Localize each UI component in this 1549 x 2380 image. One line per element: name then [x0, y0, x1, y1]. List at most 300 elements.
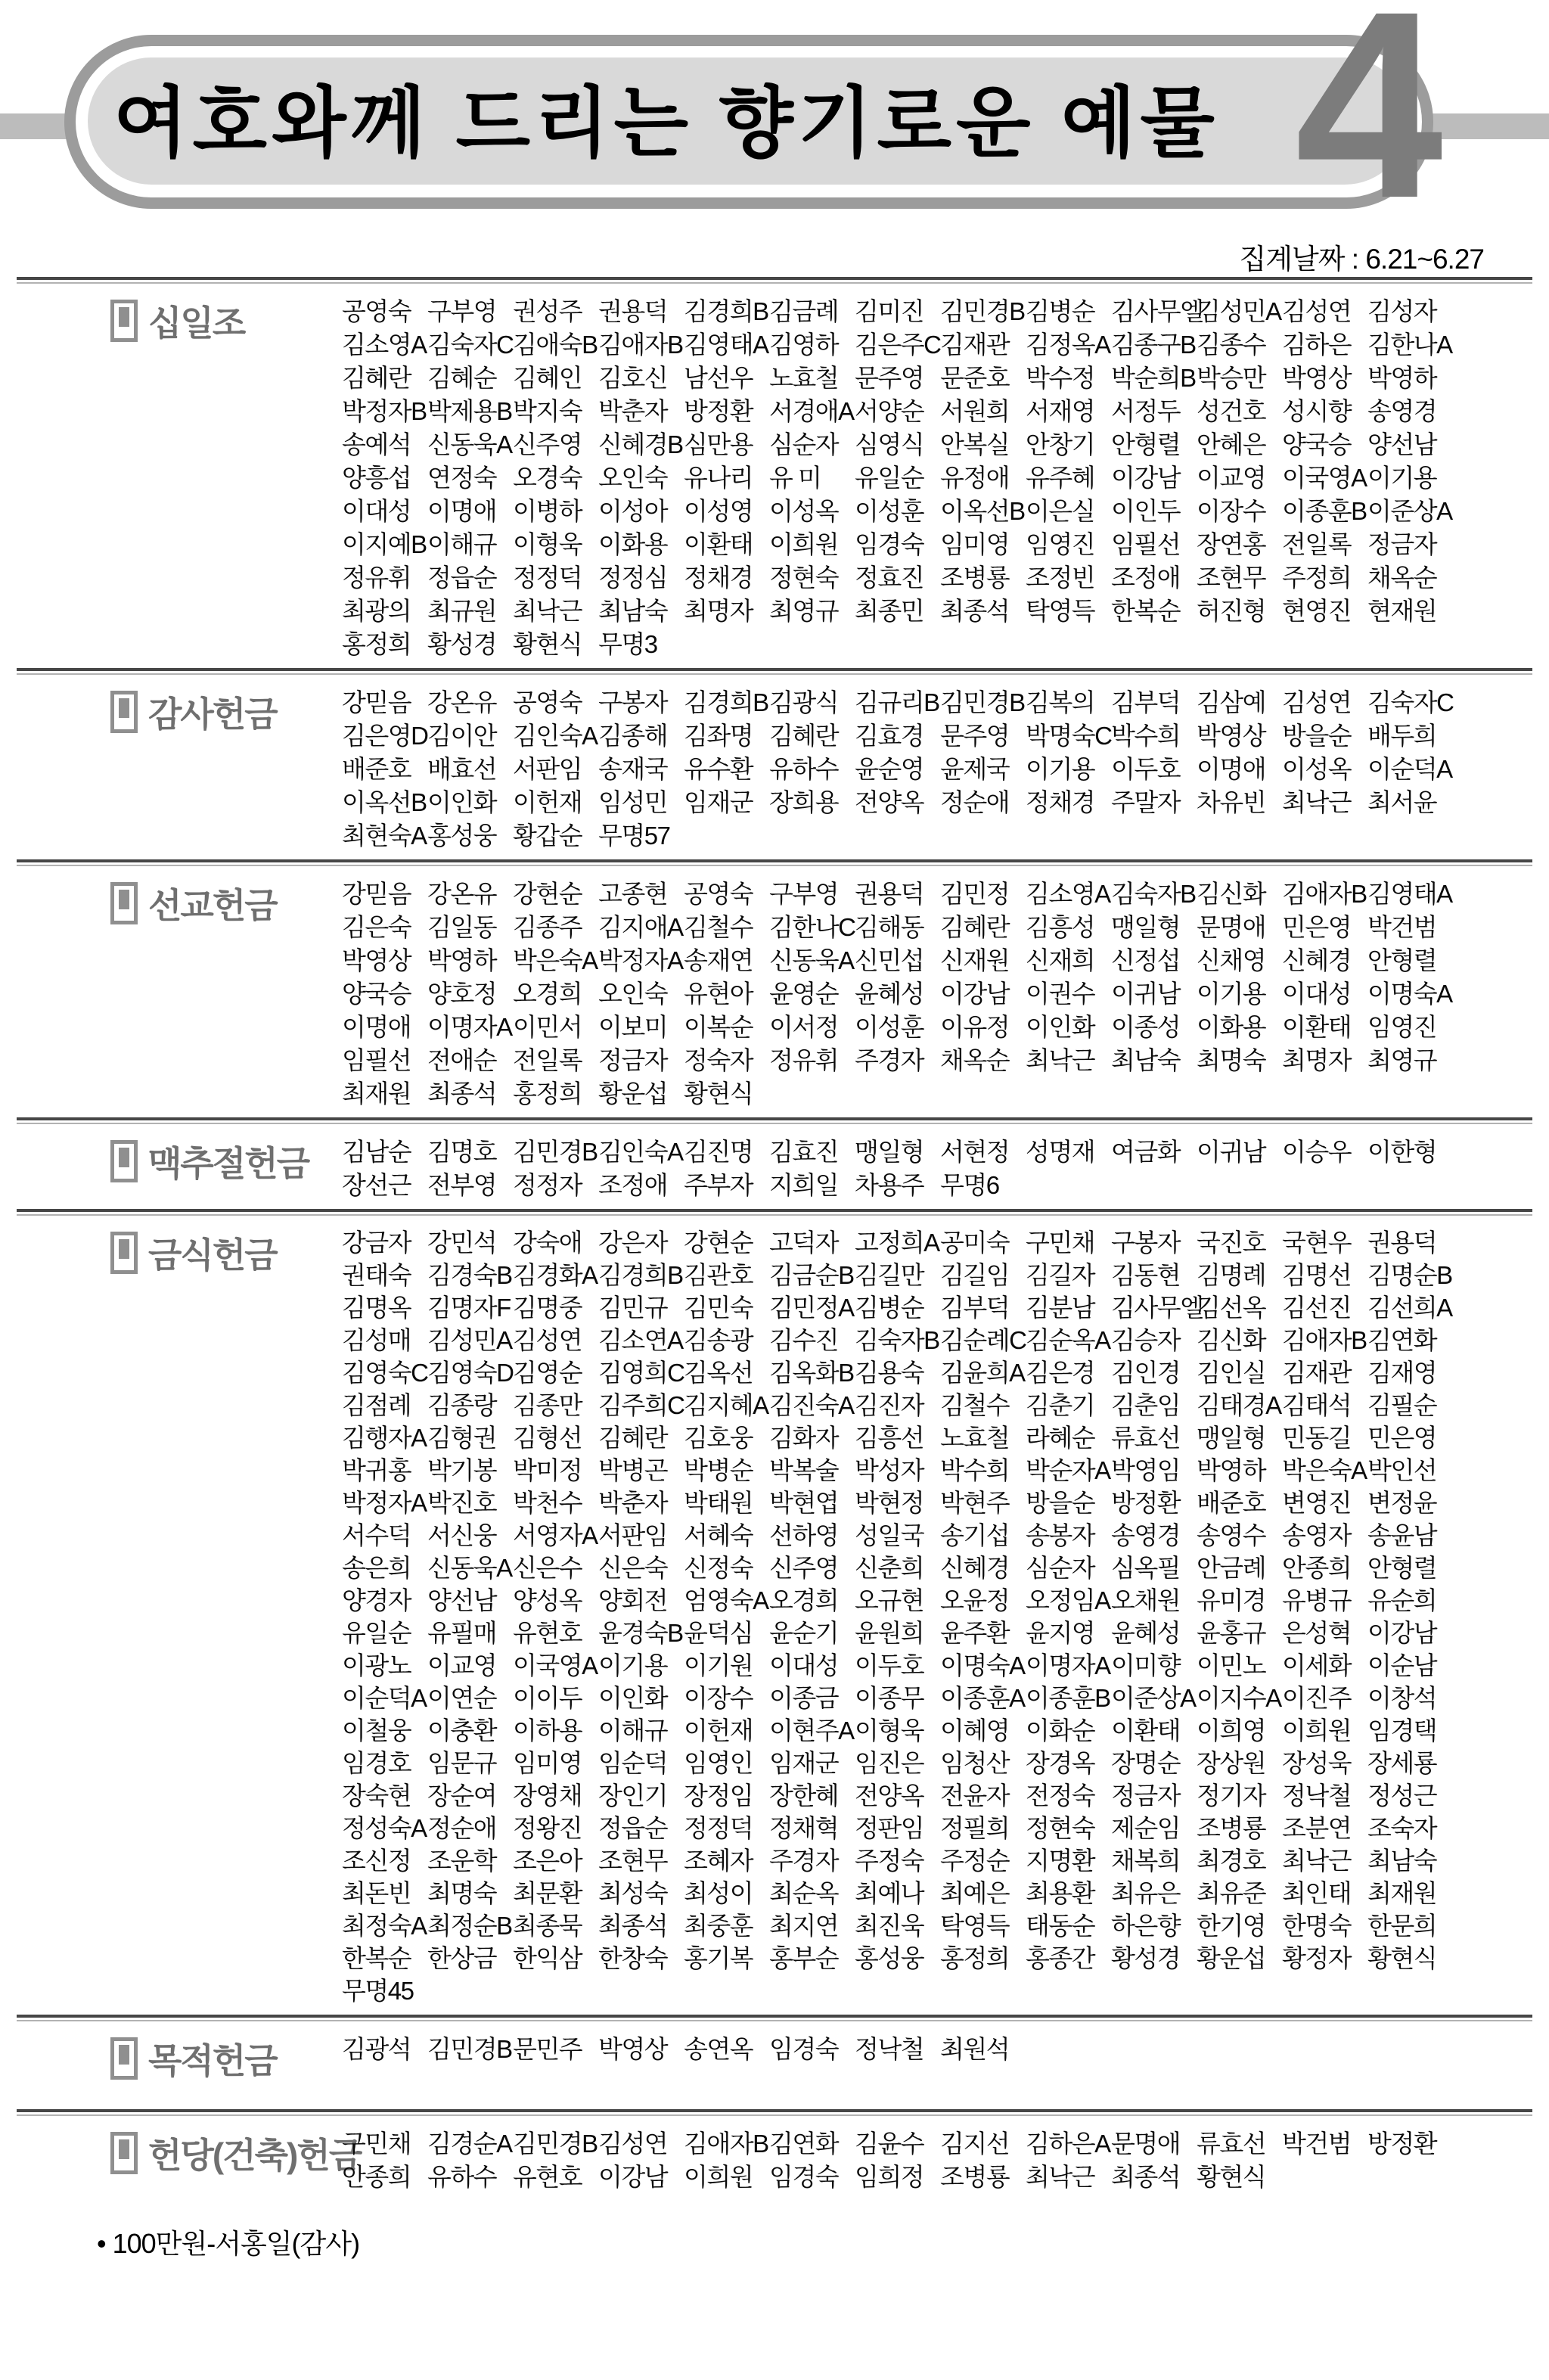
donor-name: 김영숙D: [427, 1359, 514, 1387]
donor-name: 신재원: [940, 946, 1010, 974]
donor-name: 이진주: [1282, 1684, 1352, 1712]
donor-name: 김애자B: [1282, 1326, 1367, 1354]
section-marker-icon: [110, 2037, 138, 2080]
donor-name: 강현순: [513, 879, 582, 908]
donor-name: 이대성: [769, 1651, 839, 1679]
donor-name: 황정자: [1282, 1944, 1352, 1972]
section-header: [0, 296, 342, 346]
donor-name-grid: [342, 877, 1549, 1110]
donor-name: 강금자: [342, 1229, 411, 1257]
donor-name: 한명숙: [1282, 1912, 1352, 1940]
donor-name: 임재군: [769, 1749, 839, 1777]
donor-name: 양국승: [1282, 430, 1352, 458]
donor-name: 윤원희: [855, 1619, 924, 1647]
donor-name: 김진자: [855, 1391, 924, 1419]
donor-name: 이귀남: [1111, 979, 1181, 1008]
donor-name: 임희정: [855, 2162, 924, 2191]
section-header: [0, 2128, 362, 2178]
donor-name: 오경숙: [513, 463, 582, 492]
section-divider-rule: [17, 277, 1532, 284]
donor-name: 이형욱: [855, 1717, 924, 1745]
donor-name: 신춘희: [855, 1554, 924, 1582]
donor-name: 최낙근: [1026, 1046, 1095, 1074]
donor-name: 전윤자: [940, 1782, 1010, 1810]
donor-name: 정정자: [513, 1170, 582, 1199]
donor-name: 최유준: [1197, 1879, 1266, 1907]
donor-name: 김성연: [1282, 688, 1352, 716]
donor-name: 황성경: [1111, 1944, 1181, 1972]
donor-name: 하은향: [1111, 1912, 1181, 1940]
donor-name: 맹일형: [1111, 912, 1181, 941]
donor-name: 이순덕A: [1367, 754, 1452, 783]
donor-name: 최광의: [342, 596, 411, 625]
donor-name: 오인숙: [598, 463, 668, 492]
donor-name: 박건범: [1282, 2129, 1352, 2158]
donor-name: 장성욱: [1282, 1749, 1352, 1777]
donor-name: 이기용: [1367, 463, 1437, 492]
donor-name: 은성혁: [1282, 1619, 1352, 1647]
section-label: 맥추절헌금: [148, 1144, 309, 1183]
section-marker-icon: [110, 1232, 138, 1274]
donor-name: 김정옥A: [1026, 330, 1110, 359]
donor-name: 김효경: [855, 721, 924, 750]
donor-name: 무명3: [598, 629, 657, 658]
donor-name: 무명45: [342, 1977, 414, 2005]
donor-name: 공영숙: [342, 297, 411, 325]
donor-name: 류효선: [1197, 2129, 1266, 2158]
donor-name: 김선옥: [1197, 1294, 1266, 1322]
donor-name: 김영희C: [598, 1359, 684, 1387]
donor-name: 박은숙A: [1282, 1456, 1367, 1484]
donor-name: 문명애: [1197, 912, 1266, 941]
donor-name: 이명애: [342, 1012, 411, 1041]
donor-name: 최진욱: [855, 1912, 924, 1940]
donor-name: 최성이: [684, 1879, 753, 1907]
section-divider-rule: [17, 1117, 1532, 1124]
donor-name-grid: [342, 1226, 1549, 2007]
donor-name: 윤혜성: [855, 979, 924, 1008]
donor-name: 김인숙A: [513, 721, 598, 750]
donor-name: 성건호: [1197, 396, 1266, 425]
donor-name: 임영인: [684, 1749, 753, 1777]
donor-name: 이종훈B: [1026, 1684, 1110, 1712]
donor-name: 민은영: [1367, 1424, 1437, 1452]
donor-name: 방정환: [1367, 2129, 1437, 2158]
donor-name: 권용덕: [855, 879, 924, 908]
donor-name: 신혜경: [1282, 946, 1352, 974]
donor-name: 한복순: [342, 1944, 411, 1972]
donor-name: 김은숙: [342, 912, 411, 941]
donor-name: 김민경B: [513, 1137, 598, 1166]
donor-name-grid: [342, 685, 1549, 852]
donor-name: 무명57: [598, 821, 670, 850]
donor-name: 전일록: [1282, 530, 1352, 558]
donor-name: 공영숙: [513, 688, 582, 716]
donor-name: 정읍순: [427, 563, 497, 592]
donor-name: 노효철: [769, 363, 839, 392]
donor-name: 전일록: [513, 1046, 582, 1074]
donor-name: 이교영: [1197, 463, 1266, 492]
donor-name: 정성숙A: [342, 1814, 427, 1842]
donor-name: 정금자: [598, 1046, 668, 1074]
donor-name: 안혜은: [1197, 430, 1266, 458]
donor-name: 김점례: [342, 1391, 411, 1419]
donor-name: 김인경: [1111, 1359, 1181, 1387]
donor-name: 윤영순: [769, 979, 839, 1008]
donor-name: 심순자: [1026, 1554, 1095, 1582]
donor-name: 김태석: [1282, 1391, 1352, 1419]
donor-name: 최남숙: [1367, 1847, 1437, 1875]
donor-name: 김은경: [1026, 1359, 1095, 1387]
donor-name: 유정애: [940, 463, 1010, 492]
donor-name: 김수진: [769, 1326, 839, 1354]
donor-name: 최종석: [427, 1079, 497, 1108]
donor-name: 이형욱: [513, 530, 582, 558]
donor-name: 박복술: [769, 1456, 839, 1484]
donor-name: 김소연A: [598, 1326, 683, 1354]
donor-name: 박영하: [1367, 363, 1437, 392]
offering-section-4: [0, 1209, 1549, 2015]
donor-name: 홍성웅: [427, 821, 497, 850]
donor-name: 김일동: [427, 912, 497, 941]
offering-section-1: [0, 668, 1549, 859]
donor-name: 윤주환: [940, 1619, 1010, 1647]
donor-name: 이대성: [342, 496, 411, 525]
donor-name: 배두희: [1367, 721, 1437, 750]
donor-name: 박수정: [1026, 363, 1095, 392]
donor-name: 정정심: [598, 563, 668, 592]
donor-name: 이창석: [1367, 1684, 1437, 1712]
donor-name: 채옥순: [1367, 563, 1437, 592]
section-label: 금식헌금: [148, 1235, 277, 1275]
donor-name: 신주영: [769, 1554, 839, 1582]
donor-name: 강현순: [684, 1229, 753, 1257]
donor-name: 장순여: [427, 1782, 497, 1810]
donor-name: 최낙근: [1282, 1847, 1352, 1875]
donor-name: 김효진: [769, 1137, 839, 1166]
donor-name: 이종성: [1111, 1012, 1181, 1041]
donor-name: 박승만: [1197, 363, 1266, 392]
donor-name: 강온유: [427, 688, 497, 716]
donor-name: 김민정A: [769, 1294, 854, 1322]
donor-name: 김광식: [769, 688, 839, 716]
donor-name: 이강남: [940, 979, 1010, 1008]
donor-name: 박수희: [1111, 721, 1181, 750]
donor-name: 구부영: [769, 879, 839, 908]
donor-name: 최중훈: [684, 1912, 753, 1940]
donor-name: 정필희: [940, 1814, 1010, 1842]
donor-name: 현영진: [1282, 596, 1352, 625]
donor-name: 이민서: [513, 1012, 582, 1041]
donor-name-grid: [342, 2127, 1549, 2193]
donor-name: 이헌재: [684, 1717, 753, 1745]
donor-name: 정채경: [1026, 788, 1095, 816]
donor-name: 주정숙: [855, 1847, 924, 1875]
donor-name: 김명옥: [342, 1294, 411, 1322]
donor-name: 김재관: [940, 330, 1010, 359]
donor-name: 김삼예: [1197, 688, 1266, 716]
donor-name: 박영임: [1111, 1456, 1181, 1484]
section-marker-icon: [110, 300, 138, 342]
donor-name: 최영규: [769, 596, 839, 625]
donor-name: 강은자: [598, 1229, 668, 1257]
donor-name: 이철웅: [342, 1717, 411, 1745]
donor-name: 임경호: [342, 1749, 411, 1777]
donor-name: 조정애: [1111, 563, 1181, 592]
donor-name: 김화자: [769, 1424, 839, 1452]
donor-name: 고정희A: [855, 1229, 939, 1257]
donor-name: 최재원: [1367, 1879, 1437, 1907]
donor-name: 구봉자: [1111, 1229, 1181, 1257]
donor-name: 정유휘: [769, 1046, 839, 1074]
section-header: [0, 1228, 342, 1278]
footer-note: • 100만원-서홍일(감사): [97, 2228, 360, 2259]
donor-name: 이광노: [342, 1651, 411, 1679]
donor-name: 황성경: [427, 629, 497, 658]
donor-name: 김한나C: [769, 912, 855, 941]
donor-name: 이화용: [1197, 1012, 1266, 1041]
donor-name: 유현호: [513, 1619, 582, 1647]
donor-name: 신동욱A: [769, 946, 854, 974]
donor-name: 김성연: [1282, 297, 1352, 325]
donor-name: 신정섭: [1111, 946, 1181, 974]
donor-name: 임경숙: [769, 2162, 839, 2191]
donor-name: 조현무: [1197, 563, 1266, 592]
donor-name: 이성옥: [1282, 754, 1352, 783]
donor-name: 연정숙: [427, 463, 497, 492]
donor-name: 문주영: [855, 363, 924, 392]
donor-name: 김필순: [1367, 1391, 1437, 1419]
donor-name: 이기용: [598, 1651, 668, 1679]
donor-name: 이은실: [1026, 496, 1095, 525]
donor-name: 정기자: [1197, 1782, 1266, 1810]
donor-name: 서양순: [855, 396, 924, 425]
donor-name: 윤지영: [1026, 1619, 1095, 1647]
donor-name: 김성연: [598, 2129, 668, 2158]
donor-name: 김철수: [940, 1391, 1010, 1419]
donor-name: 이기용: [1026, 754, 1095, 783]
donor-name: 유 미: [769, 463, 821, 492]
donor-name: 박정자B: [342, 396, 427, 425]
donor-name: 최유은: [1111, 1879, 1181, 1907]
donor-name: 최돈빈: [342, 1879, 411, 1907]
donor-name: 이화순: [1026, 1717, 1095, 1745]
donor-name: 최종묵: [513, 1912, 582, 1940]
donor-name: 박영상: [1197, 721, 1266, 750]
donor-name: 정낙철: [1282, 1782, 1352, 1810]
section-label: 선교헌금: [148, 886, 277, 925]
section-header: [0, 687, 342, 737]
donor-name: 신혜경B: [598, 430, 683, 458]
donor-name: 김길임: [940, 1261, 1010, 1289]
donor-name: 송연옥: [684, 2034, 753, 2063]
donor-name: 이명애: [427, 496, 497, 525]
donor-name: 정정덕: [513, 563, 582, 592]
donor-name: 홍기복: [684, 1944, 753, 1972]
donor-name: 김성연: [513, 1326, 582, 1354]
donor-name: 홍정희: [513, 1079, 582, 1108]
donor-name: 김흥성: [1026, 912, 1095, 941]
donor-name: 양성옥: [513, 1586, 582, 1614]
donor-name: 유순희: [1367, 1586, 1437, 1614]
donor-name: 이환태: [684, 530, 753, 558]
donor-name: 신재희: [1026, 946, 1095, 974]
donor-name: 이현주A: [769, 1717, 854, 1745]
section-divider-rule: [17, 1209, 1532, 1216]
donor-name: 이기원: [684, 1651, 753, 1679]
donor-name: 김금순B: [769, 1261, 854, 1289]
donor-name: 김길자: [1026, 1261, 1095, 1289]
donor-name: 김병순: [1026, 297, 1095, 325]
donor-name: 한창숙: [598, 1944, 668, 1972]
donor-name: 김민숙: [684, 1294, 753, 1322]
donor-name: 최용환: [1026, 1879, 1095, 1907]
donor-name: 권성주: [513, 297, 582, 325]
donor-name: 라혜순: [1026, 1424, 1095, 1452]
donor-name: 김명순B: [1367, 1261, 1452, 1289]
donor-name: 허진형: [1197, 596, 1266, 625]
donor-name: 정성근: [1367, 1782, 1437, 1810]
donor-name-grid: [342, 294, 1549, 660]
donor-name: 이종금: [769, 1684, 839, 1712]
donor-name: 이종훈B: [1282, 496, 1367, 525]
donor-name: 김경화A: [513, 1261, 598, 1289]
donor-name: 김혜란: [940, 912, 1010, 941]
donor-name: 김종랑: [427, 1391, 497, 1419]
donor-name: 탁영득: [1026, 596, 1095, 625]
donor-name: 최낙근: [1026, 2162, 1095, 2191]
donor-name: 이해규: [427, 530, 497, 558]
donor-name: 정채혁: [769, 1814, 839, 1842]
donor-name: 문준호: [940, 363, 1010, 392]
donor-name: 조정빈: [1026, 563, 1095, 592]
donor-name: 박지숙: [513, 396, 582, 425]
donor-name: 김민경B: [427, 2034, 512, 2063]
donor-name: 최규원: [427, 596, 497, 625]
donor-name: 황현식: [684, 1079, 753, 1108]
donor-name: 장명순: [1111, 1749, 1181, 1777]
donor-name: 정정덕: [684, 1814, 753, 1842]
donor-name: 신채영: [1197, 946, 1266, 974]
donor-name: 조현무: [598, 1847, 668, 1875]
donor-name: 남선우: [684, 363, 753, 392]
donor-name: 정금자: [1367, 530, 1437, 558]
donor-name: 강믿음: [342, 688, 411, 716]
donor-name: 박은숙A: [513, 946, 598, 974]
donor-name: 양호정: [427, 979, 497, 1008]
donor-name: 송재국: [598, 754, 668, 783]
donor-name: 박인선: [1367, 1456, 1437, 1484]
donor-name: 홍종간: [1026, 1944, 1095, 1972]
donor-name: 김영숙C: [342, 1359, 428, 1387]
donor-name: 김형권: [427, 1424, 497, 1452]
donor-name: 송기섭: [940, 1521, 1010, 1549]
donor-name: 김애자B: [598, 330, 683, 359]
donor-name: 심순자: [769, 430, 839, 458]
donor-name: 김호웅: [684, 1424, 753, 1452]
donor-name: 정순애: [940, 788, 1010, 816]
donor-name: 최정숙A: [342, 1912, 427, 1940]
donor-name: 김민정: [940, 879, 1010, 908]
donor-name: 김호신: [598, 363, 668, 392]
donor-name: 심만용: [684, 430, 753, 458]
donor-name: 김지애A: [598, 912, 683, 941]
donor-name: 박태원: [684, 1489, 753, 1517]
donor-name: 최서윤: [1367, 788, 1437, 816]
donor-name: 구민채: [342, 2129, 411, 2158]
donor-name: 서신웅: [427, 1521, 497, 1549]
donor-name: 김진명: [684, 1137, 753, 1166]
donor-name: 양흥섭: [342, 463, 411, 492]
donor-name: 조신정: [342, 1847, 411, 1875]
donor-name: 이환태: [1282, 1012, 1352, 1041]
donor-name: 엄영숙A: [684, 1586, 768, 1614]
donor-name: 박귀홍: [342, 1456, 411, 1484]
donor-name: 김경희B: [684, 297, 768, 325]
donor-name: 조병룡: [940, 2162, 1010, 2191]
donor-name: 박영상: [598, 2034, 668, 2063]
donor-name-grid: [342, 2032, 1549, 2065]
donor-name: 황운섭: [598, 1079, 668, 1108]
donor-name: 조병룡: [940, 563, 1010, 592]
donor-name: 김송광: [684, 1326, 753, 1354]
donor-name: 변영진: [1282, 1489, 1352, 1517]
donor-name: 오채원: [1111, 1586, 1181, 1614]
donor-name: 김애자B: [684, 2129, 768, 2158]
donor-name: 안금례: [1197, 1554, 1266, 1582]
donor-name: 안종희: [1282, 1554, 1352, 1582]
donor-name: 김명중: [513, 1294, 582, 1322]
donor-name: 장인기: [598, 1782, 668, 1810]
donor-name: 전양옥: [855, 788, 924, 816]
donor-name: 안종희: [342, 2162, 411, 2191]
donor-name: 방정환: [684, 396, 753, 425]
donor-name: 최예은: [940, 1879, 1010, 1907]
donor-name: 윤홍규: [1197, 1619, 1266, 1647]
page-number: 4: [1295, 0, 1443, 253]
donor-name: 김규리B: [855, 688, 939, 716]
donor-name: 송봉자: [1026, 1521, 1095, 1549]
donor-name: 제순임: [1111, 1814, 1181, 1842]
donor-name: 최종석: [1111, 2162, 1181, 2191]
section-divider-rule: [17, 668, 1532, 675]
donor-name: 유수환: [684, 754, 753, 783]
donor-name: 구민채: [1026, 1229, 1095, 1257]
donor-name: 임경숙: [855, 530, 924, 558]
donor-name: 박병곤: [598, 1456, 668, 1484]
donor-name: 양선남: [427, 1586, 497, 1614]
donor-name: 임경숙: [769, 2034, 839, 2063]
donor-name: 성일국: [855, 1521, 924, 1549]
donor-name: 문민주: [513, 2034, 582, 2063]
donor-name: 이준상A: [1367, 496, 1452, 525]
section-label: 십일조: [148, 303, 245, 343]
donor-name: 이지수A: [1197, 1684, 1281, 1712]
donor-name: 최지연: [769, 1912, 839, 1940]
donor-name: 지희일: [769, 1170, 839, 1199]
donor-name: 김영순: [513, 1359, 582, 1387]
donor-name: 장한혜: [769, 1782, 839, 1810]
donor-name: 박영하: [1197, 1456, 1266, 1484]
donor-name: 김영태A: [684, 330, 768, 359]
donor-name: 조분연: [1282, 1814, 1352, 1842]
donor-name: 최순옥: [769, 1879, 839, 1907]
donor-name: 방정환: [1111, 1489, 1181, 1517]
section-label: 헌당(건축)헌금: [148, 2136, 362, 2175]
donor-name: 정유휘: [342, 563, 411, 592]
donor-name: 국현우: [1282, 1229, 1352, 1257]
donor-name: 이성영: [684, 496, 753, 525]
